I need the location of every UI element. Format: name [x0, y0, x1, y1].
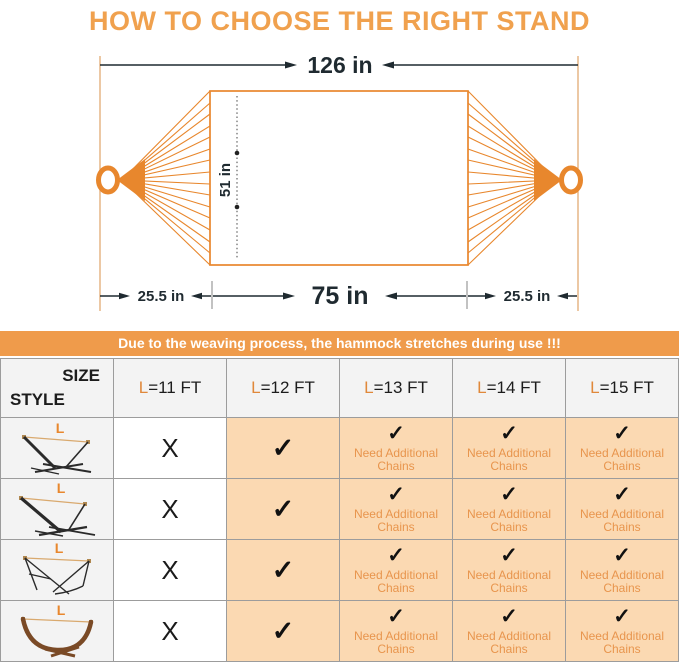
svg-text:L: L — [54, 542, 64, 556]
column-header-l15: L=15 FT — [566, 359, 679, 418]
svg-text:L: L — [55, 420, 65, 436]
cell-r4-l11: X — [114, 601, 227, 662]
cell-r4-l12: ✓ — [227, 601, 340, 662]
tall-steel-stand-icon — [11, 481, 103, 537]
stand-style-1-cell — [1, 418, 114, 479]
cell-r1-l11: X — [114, 418, 227, 479]
svg-text:L: L — [56, 481, 66, 496]
bottom-dimensions — [100, 281, 577, 310]
left-rope-label: 25.5 in — [137, 288, 185, 305]
cell-r2-l13: ✓ Need Additional Chains — [340, 479, 453, 540]
stand-compatibility-table — [0, 358, 679, 662]
page-title: HOW TO CHOOSE THE RIGHT STAND — [88, 6, 590, 36]
table-row — [1, 418, 679, 479]
column-header-l13: L=13 FT — [340, 359, 453, 418]
cell-r3-l11: X — [114, 540, 227, 601]
total-length-label: 126 in — [307, 52, 373, 78]
cell-r1-l13: ✓ Need Additional Chains — [340, 418, 453, 479]
column-header-l14: L=14 FT — [453, 359, 566, 418]
hammock-bed — [210, 91, 468, 265]
style-label: STYLE — [10, 390, 65, 409]
bed-length-label: 75 in — [311, 282, 369, 310]
cell-r2-l12: ✓ — [227, 479, 340, 540]
column-header-l12: L=12 FT — [227, 359, 340, 418]
bed-width-label: 51 in — [217, 162, 234, 198]
svg-text:L: L — [56, 603, 66, 618]
left-hanging-ring — [99, 168, 118, 192]
cell-r4-l13: ✓ Need Additional Chains — [340, 601, 453, 662]
stand-style-4-cell — [1, 601, 114, 662]
cell-r2-l15: ✓ Need Additional Chains — [566, 479, 679, 540]
stand-style-3-cell — [1, 540, 114, 601]
cell-r3-l15: ✓ Need Additional Chains — [566, 540, 679, 601]
cell-r2-l11: X — [114, 479, 227, 540]
corner-cell — [1, 359, 114, 418]
cell-r3-l14: ✓ Need Additional Chains — [453, 540, 566, 601]
cell-r2-l14: ✓ Need Additional Chains — [453, 479, 566, 540]
size-label: SIZE — [62, 366, 100, 385]
cell-r1-l14: ✓ Need Additional Chains — [453, 418, 566, 479]
steel-stand-icon — [11, 420, 103, 476]
table-row — [1, 601, 679, 662]
left-gathering-fan — [117, 159, 145, 201]
total-length-dimension — [100, 52, 578, 78]
table-header-row — [1, 359, 679, 418]
column-header-l11: L=11 FT — [114, 359, 227, 418]
cell-r3-l13: ✓ Need Additional Chains — [340, 540, 453, 601]
cell-r4-l15: ✓ Need Additional Chains — [566, 601, 679, 662]
stand-style-2-cell — [1, 479, 114, 540]
folding-stand-icon — [11, 542, 103, 598]
table-row — [1, 540, 679, 601]
cell-r1-l15: ✓ Need Additional Chains — [566, 418, 679, 479]
right-rope-label: 25.5 in — [503, 288, 551, 305]
right-hanging-ring — [562, 168, 581, 192]
hammock-dimension-diagram — [0, 40, 679, 320]
cell-r1-l12: ✓ — [227, 418, 340, 479]
right-gathering-fan — [534, 159, 562, 201]
cell-r4-l14: ✓ Need Additional Chains — [453, 601, 566, 662]
stretch-warning-banner: Due to the weaving process, the hammock stretches during use !!! — [0, 331, 679, 356]
wooden-arc-stand-icon — [11, 603, 103, 659]
table-row — [1, 479, 679, 540]
cell-r3-l12: ✓ — [227, 540, 340, 601]
